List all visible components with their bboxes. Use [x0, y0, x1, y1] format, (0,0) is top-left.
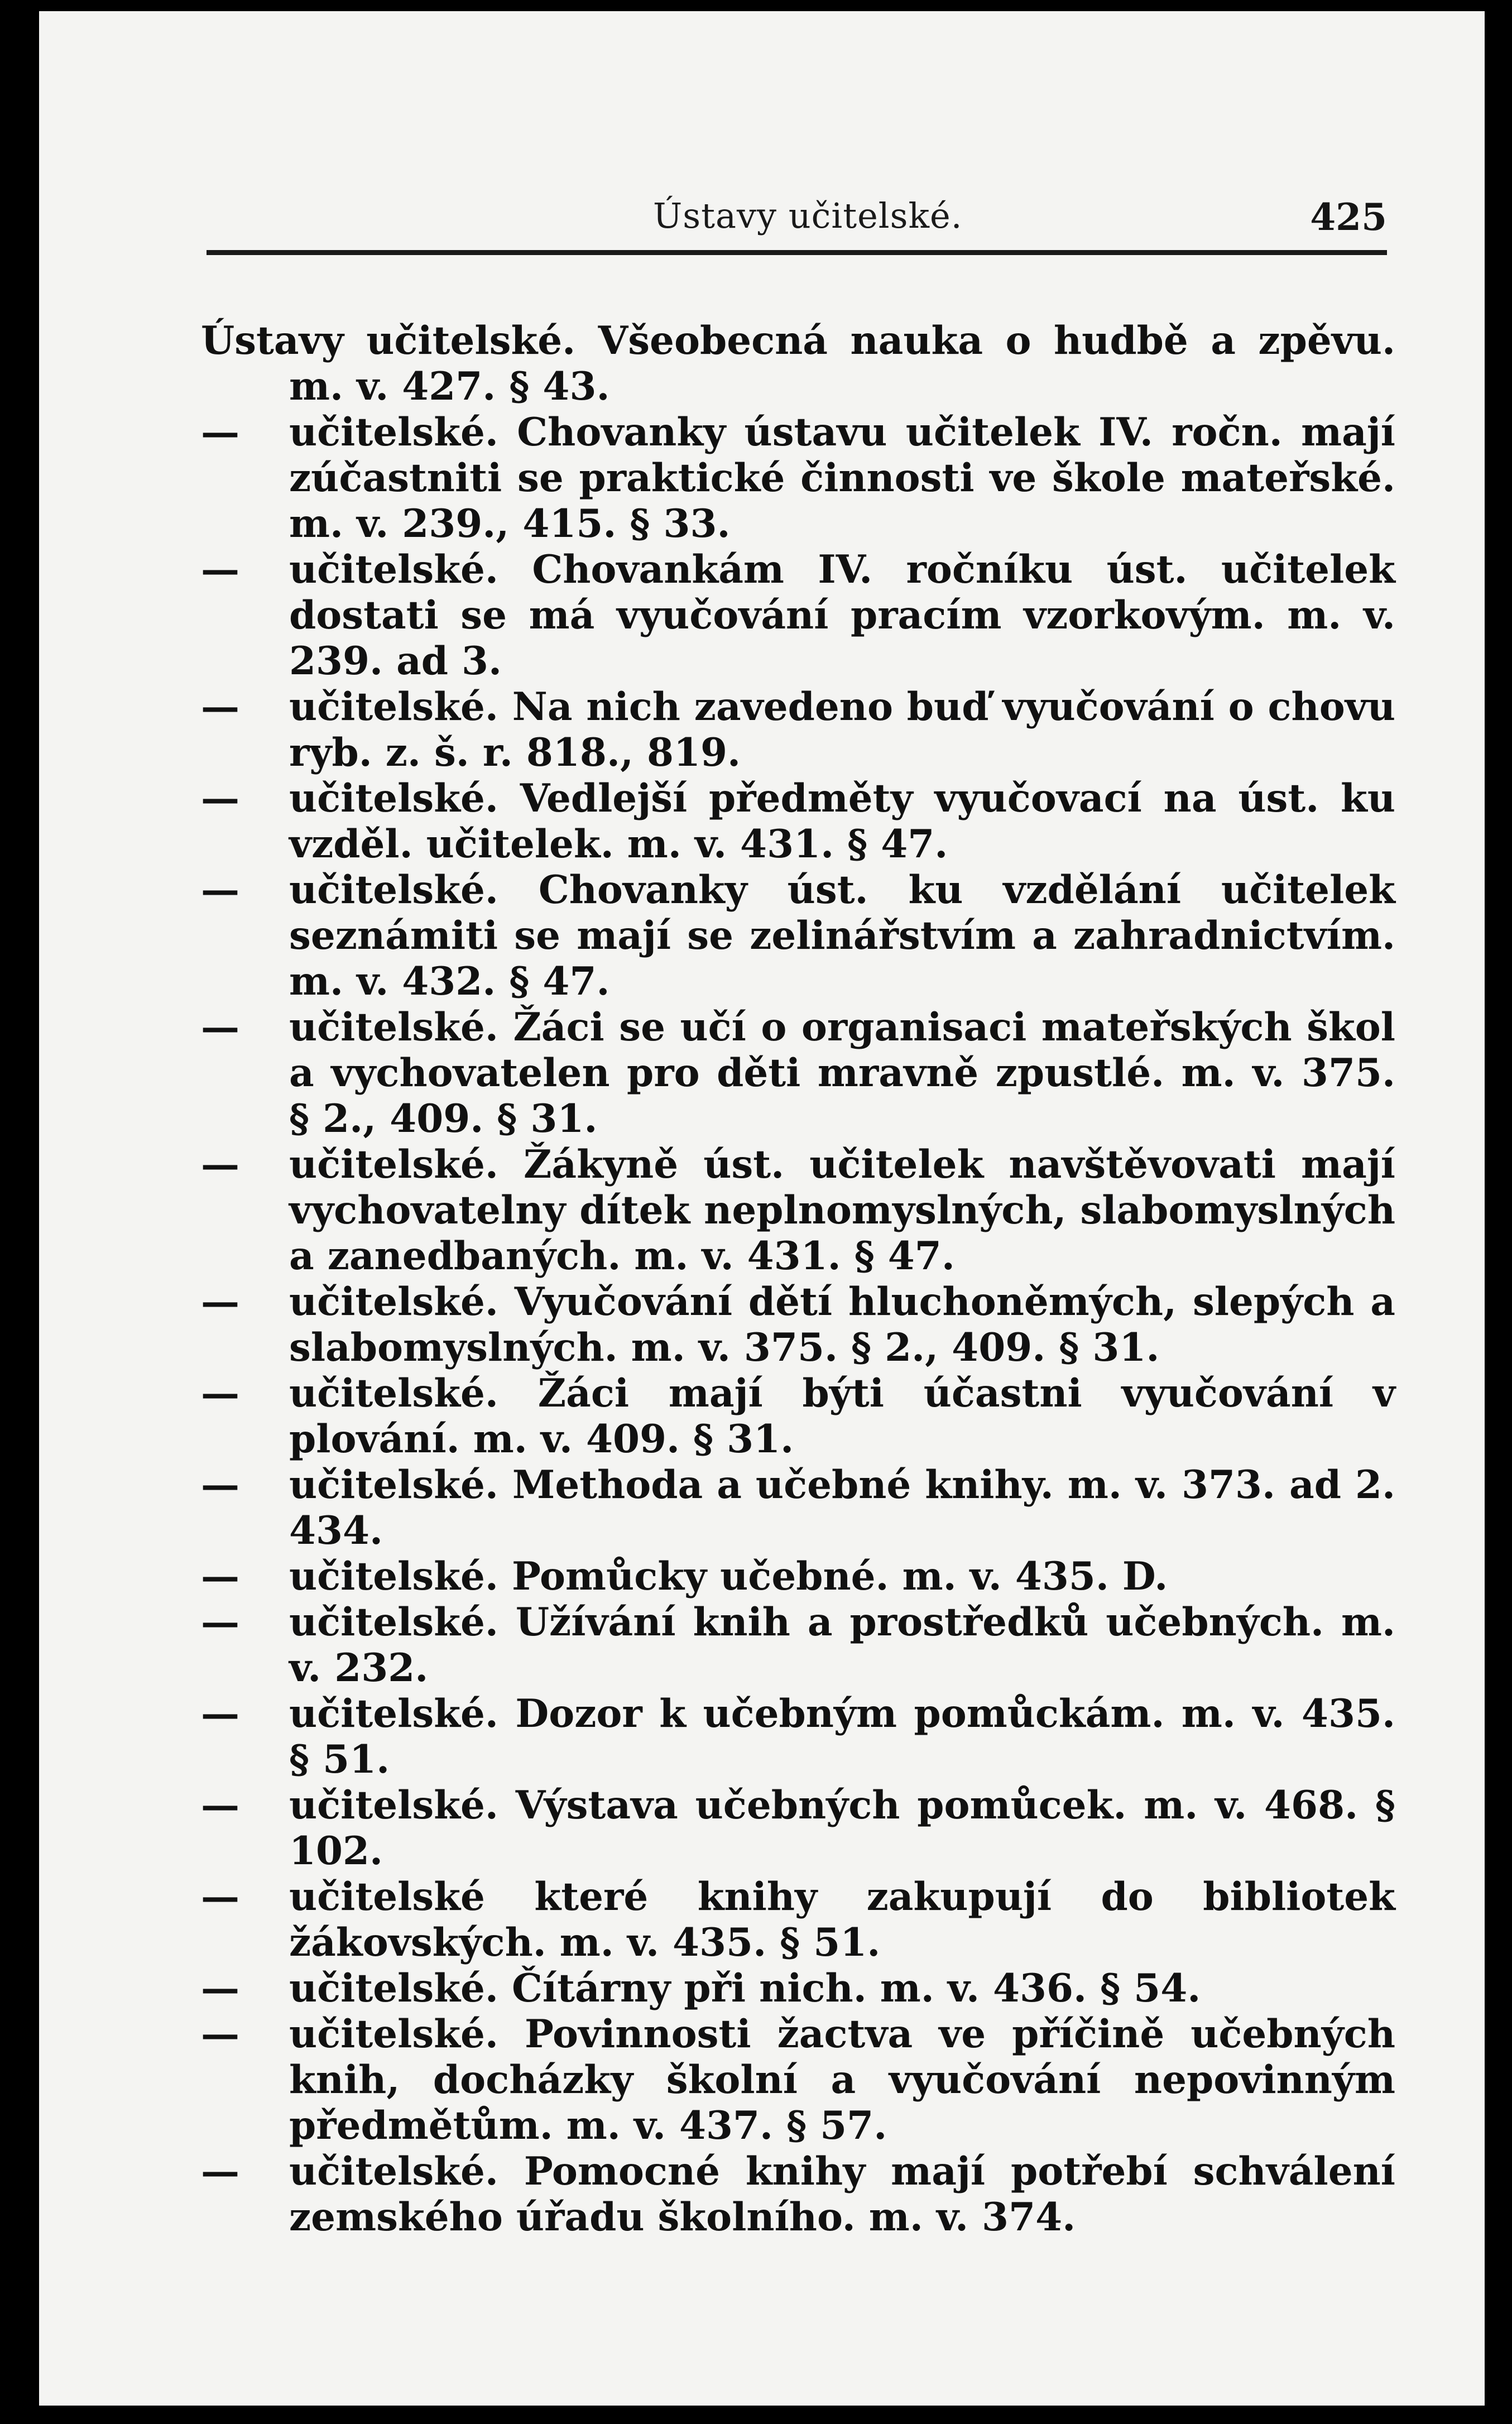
- entry-dash: —: [201, 1783, 239, 1828]
- entry-dash: —: [201, 1691, 239, 1736]
- index-entry: [201, 1691, 1395, 1783]
- entry-text: učitelské. Na nich zavedeno buď vyučování o chovu ryb. z. š. r. 818., 819.: [289, 684, 1395, 775]
- index-entry: [201, 1600, 1395, 1691]
- index-entry: [201, 1142, 1395, 1279]
- index-entry: [201, 410, 1395, 547]
- index-entry: [201, 776, 1395, 867]
- index-entry: [201, 1462, 1395, 1554]
- running-header: [207, 195, 1387, 257]
- entry-text: Ústavy učitelské. Všeobecná nauka o hudbě a zpěvu. m. v. 427. § 43.: [201, 318, 1395, 409]
- entry-text: učitelské. Žáci se učí o organisaci mateřských škol a vychovatelen pro děti mravně zpustlé. m. v. 375. § 2., 409. § 31.: [289, 1005, 1395, 1141]
- index-entry: [201, 1874, 1395, 1966]
- entry-text: učitelské které knihy zakupují do bibliotek žákovských. m. v. 435. § 51.: [289, 1874, 1395, 1965]
- entry-dash: —: [201, 2149, 239, 2194]
- entry-dash: —: [201, 2012, 239, 2057]
- page-number: 425: [1310, 195, 1387, 239]
- entry-dash: —: [201, 1600, 239, 1645]
- entry-text: učitelské. Chovanky úst. ku vzdělání učitelek seznámiti se mají se zelinářstvím a zahradnictvím. m. v. 432. § 47.: [289, 867, 1395, 1004]
- book-page: [39, 11, 1485, 2406]
- entry-dash: —: [201, 1462, 239, 1508]
- entry-dash: —: [201, 867, 239, 913]
- index-entry: [201, 1783, 1395, 1874]
- entry-dash: —: [201, 684, 239, 729]
- entry-text: učitelské. Methoda a učebné knihy. m. v. 373. ad 2. 434.: [289, 1462, 1395, 1553]
- entry-dash: —: [201, 1005, 239, 1050]
- entry-text: učitelské. Vedlejší předměty vyučovací na úst. ku vzděl. učitelek. m. v. 431. § 47.: [289, 776, 1395, 867]
- running-title: Ústavy učitelské.: [653, 195, 963, 236]
- entry-dash: —: [201, 547, 239, 592]
- index-entry: [201, 2012, 1395, 2149]
- entry-dash: —: [201, 1874, 239, 1919]
- entry-text: učitelské. Pomocné knihy mají potřebí schválení zemského úřadu školního. m. v. 374.: [289, 2149, 1395, 2240]
- entry-text: učitelské. Užívání knih a prostředků učebných. m. v. 232.: [289, 1600, 1395, 1691]
- index-entry: [201, 1005, 1395, 1142]
- entry-text: učitelské. Chovankám IV. ročníku úst. učitelek dostati se má vyučování pracím vzorkovým. m. v. 239. ad 3.: [289, 547, 1395, 684]
- entry-text: učitelské. Žákyně úst. učitelek navštěvovati mají vychovatelny dítek neplnomyslných, slabomyslných a zanedbaných. m. v. 431. § 47.: [289, 1142, 1395, 1279]
- header-rule: [207, 250, 1387, 255]
- entry-dash: —: [201, 776, 239, 821]
- entry-dash: —: [201, 1142, 239, 1187]
- entry-text: učitelské. Povinnosti žactva ve příčině učebných knih, docházky školní a vyučování nepovinným předmětům. m. v. 437. § 57.: [289, 2012, 1395, 2148]
- index-entry: [201, 2149, 1395, 2240]
- entry-text: učitelské. Výstava učebných pomůcek. m. v. 468. § 102.: [289, 1783, 1395, 1874]
- entry-text: učitelské. Čítárny při nich. m. v. 436. § 54.: [289, 1966, 1201, 2011]
- entry-dash: —: [201, 1554, 239, 1599]
- entry-dash: —: [201, 1371, 239, 1416]
- index-entries: [201, 318, 1395, 2240]
- index-entry: [201, 1966, 1395, 2012]
- entry-text: učitelské. Dozor k učebným pomůckám. m. v. 435. § 51.: [289, 1691, 1395, 1782]
- index-entry: [201, 318, 1395, 410]
- entry-dash: —: [201, 410, 239, 455]
- entry-dash: —: [201, 1966, 239, 2011]
- index-entry: [201, 547, 1395, 684]
- index-entry: [201, 867, 1395, 1005]
- index-entry: [201, 1554, 1395, 1600]
- index-entry: [201, 684, 1395, 776]
- entry-text: učitelské. Pomůcky učebné. m. v. 435. D.: [289, 1554, 1168, 1599]
- index-entry: [201, 1371, 1395, 1462]
- entry-dash: —: [201, 1279, 239, 1324]
- entry-text: učitelské. Žáci mají býti účastni vyučování v plování. m. v. 409. § 31.: [289, 1371, 1395, 1462]
- index-entry: [201, 1279, 1395, 1371]
- entry-text: učitelské. Vyučování dětí hluchoněmých, slepých a slabomyslných. m. v. 375. § 2., 409. § 31.: [289, 1279, 1395, 1370]
- entry-text: učitelské. Chovanky ústavu učitelek IV. ročn. mají zúčastniti se praktické činnosti ve škole mateřské. m. v. 239., 415. § 33.: [289, 410, 1395, 546]
